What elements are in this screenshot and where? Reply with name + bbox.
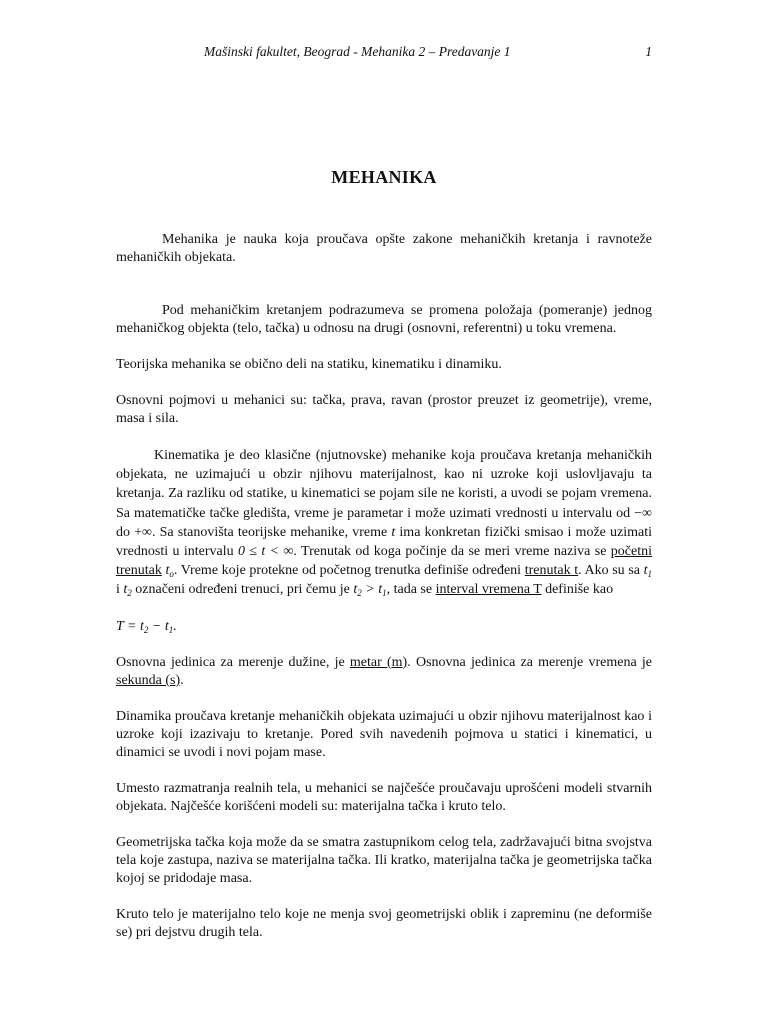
paragraph-theoretical-mechanics: Teorijska mehanika se obično deli na statiku, kinematiku i dinamiku. [116, 357, 502, 372]
paragraph-dynamics: Dinamika proučava kretanje mehaničkih objekata uzimajući u obzir njihovu materijalnost kao i uzroke koji izazivaju to kretanje. Pored svih navedenih pojmova u statici i kinematici, u dinamici se uvodi i novi pojam mase. [116, 708, 652, 760]
time-interval: 0 ≤ t < ∞ [237, 544, 294, 560]
paragraph-mechanical-motion: Pod mehaničkim kretanjem podrazumeva se promena položaja (pomeranje) jednog mehaničkog objekta (telo, tačka) u odnosu na drugi (osnovni, referentni) u toku vremena. [116, 303, 652, 336]
inequality: $t_2 > t_1$ [353, 582, 387, 599]
equation-time-interval: $T = t_2 - t_1$. [116, 618, 177, 635]
paragraph-models: Umesto razmatranja realnih tela, u mehanici se najčešće proučavaju uprošćeni modeli stvarnih objekata. Najčešće korišćeni modeli su: materijalna tačka i kruto telo. [116, 780, 652, 814]
paragraph-kinematics: Kinematika je deo klasične (njutnovske) mehanike koja proučava kretanja mehaničkih objekata, ne uzimajući u obzir njihovu materijalnost, kao ni uzroke koji uslovljavaju ta kretanja. Za razliku od statike, u kinematici se pojam sile ne koristi, a uvodi se pojam vremena. Sa matematičke tačke gledišta, vreme je parametar i može uzimati vrednosti u intervalu od −∞ do +∞. Sa stanovišta teorijske mehanike, vreme t ima konkretan fizički smisao i može uzimati vrednosti u intervalu 0 ≤ t < ∞. Trenutak od koga počinje da se meri vreme naziva se početni trenutak $t_o$. Vreme koje protekne od početnog trenutka definiše određeni trenutak t. Ako su sa $t_1$ i $t_2$ označeni određeni trenuci, pri čemu je $t_2 > t_1$, tada se interval vremena T definiše kao [116, 448, 653, 599]
term-time-interval: interval vremena T [435, 582, 542, 598]
page-number: 1 [645, 44, 652, 59]
paragraph-definition: Mehanika je nauka koja proučava opšte zakone mehaničkih kretanja i ravnoteže mehaničkih objekata. [116, 232, 652, 265]
term-meter: metar (m) [349, 654, 408, 670]
paragraph-material-point: Geometrijska tačka koja može da se smatra zastupnikom celog tela, zadržavajući bitna svojstva tela koje zastupa, naziva se materijalna tačka. Ili kratko, materijalna tačka je geometrijska tačka kojoj se pridodaje masa. [116, 834, 652, 886]
paragraph-rigid-body: Kruto telo je materijalno telo koje ne menja svoj geometrijski oblik i zapreminu (ne deformiše se) pri dejstvu drugih tela. [116, 906, 652, 940]
term-second: sekunda (s) [116, 672, 181, 688]
document-body [116, 231, 652, 942]
document-title: MEHANIKA [331, 167, 437, 187]
variable-t2: $t_2$ [123, 582, 132, 599]
term-moment-t: trenutak t [524, 563, 579, 579]
header-title: Mašinski fakultet, Beograd - Mehanika 2 – Predavanje 1 [204, 44, 511, 59]
variable-t: t [391, 524, 396, 540]
variable-t0: $t_o$ [165, 563, 174, 580]
variable-t1: $t_1$ [643, 563, 653, 580]
paragraph-units: Osnovna jedinica za merenje dužine, je metar (m). Osnovna jedinica za merenje vremena je sekunda (s). [116, 654, 653, 688]
infinity-range: −∞ do +∞ [116, 505, 652, 540]
term-initial-moment: početni trenutak [116, 544, 652, 579]
paragraph-basic-concepts: Osnovni pojmovi u mehanici su: tačka, prava, ravan (prostor preuzet iz geometrije), vreme, masa i sila. [116, 393, 652, 426]
